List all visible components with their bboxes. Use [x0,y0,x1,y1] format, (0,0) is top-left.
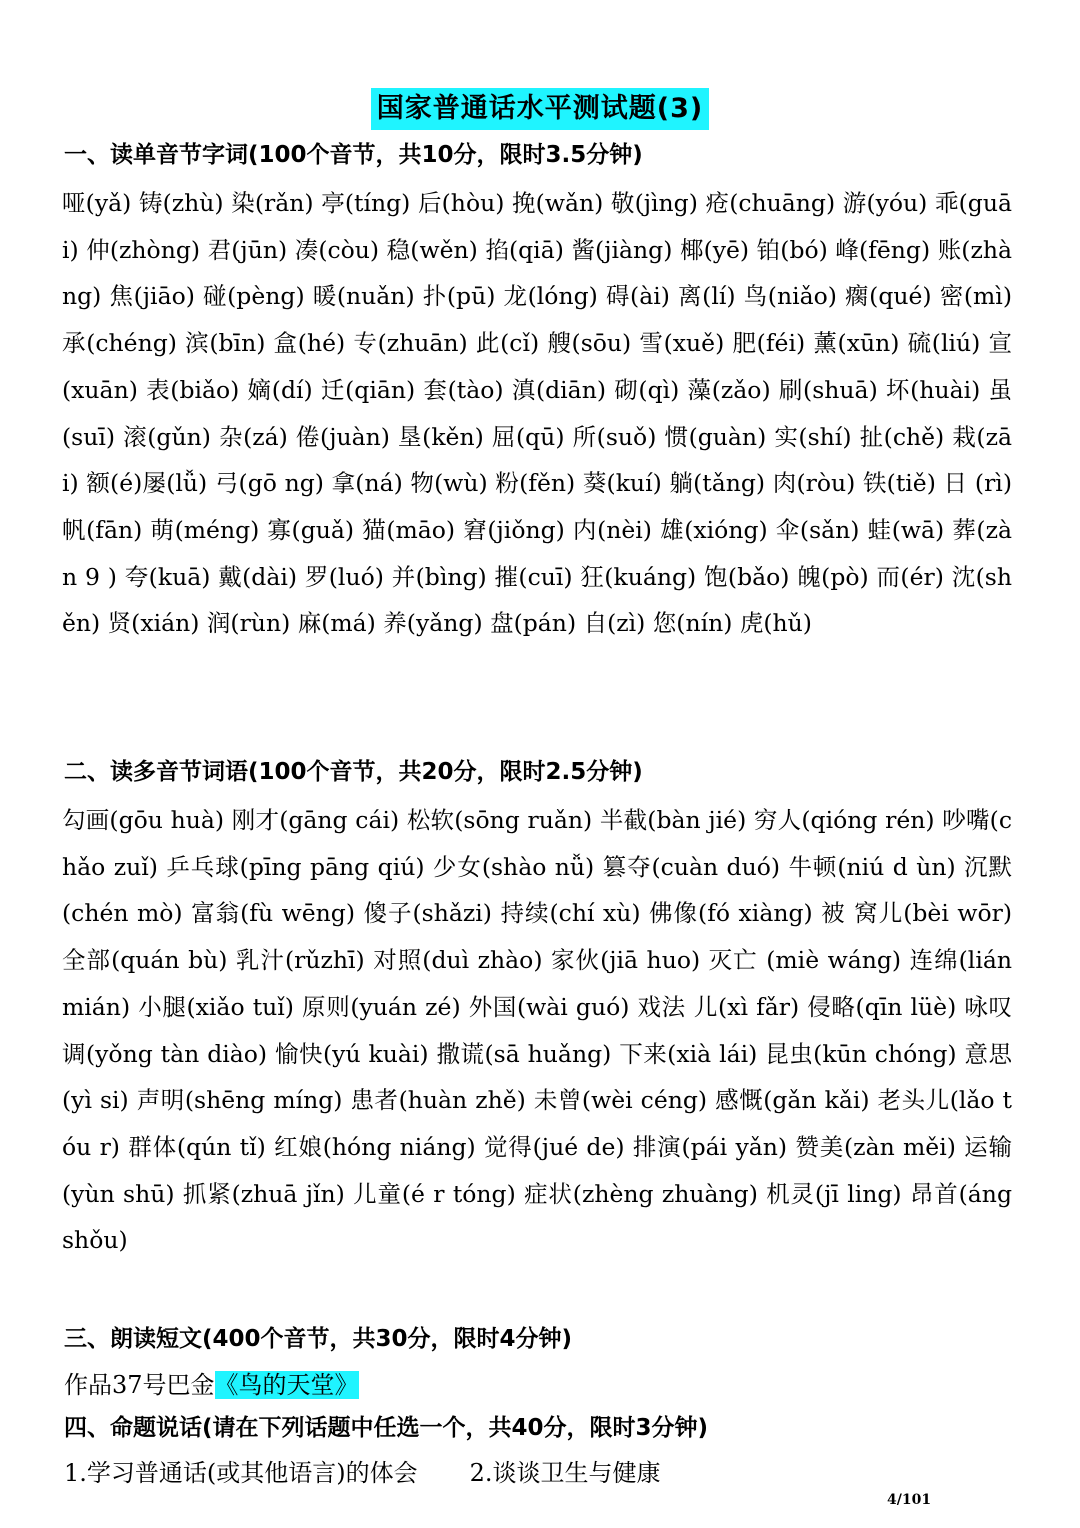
work-prefix: 作品37号巴金 [64,1371,215,1399]
section3-heading: 三、朗读短文(400个音节，共30分，限时4分钟) [64,1326,573,1352]
section1-heading: 一、读单音节字词(100个音节，共10分，限时3.5分钟) [64,142,643,168]
section3-work-line [64,1367,1024,1403]
topic-1: 1.学习普通话(或其他语言)的体会 [64,1459,418,1487]
section2-word-list: 勾画(gōu huà) 刚才(gāng cái) 松软(sōng ruǎn) 半截(bàn jié) 穷人(qióng rén) 吵嘴(chǎo zuǐ) 乒乓球(pīng pāng qiú) 少女(shào nǚ) 篡夺(cuàn duó) 牛顿(niú d ùn) 沉默(chén mò) 富翁(fù wēng) 傻子(shǎzi) 持续(chí xù) 佛像(fó xiàng) 被 窝儿(bèi wōr) 全部(quán bù) 乳汁(rǔzhī) 对照(duì zhào) 家伙(jiā huo) 灭亡 (miè wáng) 连绵(lián mián) 小腿(xiǎo tuǐ) 原则(yuán zé) 外国(wài guó) 戏法 儿(xì fǎr) 侵略(qīn lüè) 咏叹调(yǒng tàn diào) 愉快(yú kuài) 撒谎(sā huǎng) 下来(xià lái) 昆虫(kūn chóng) 意思(yì si) 声明(shēng míng) 患者(huàn zhě) 未曾(wèi céng) 感慨(gǎn kǎi) 老头儿(lǎo tóu r) 群体(qún tǐ) 红娘(hóng niáng) 觉得(jué de) 排演(pái yǎn) 赞美(zàn měi) 运输(yùn shū) 抓紧(zhuā jǐn) 儿童(é r tóng) 症状(zhèng zhuàng) 机灵(jī ling) 昂首(áng shǒu) [62,806,1012,1255]
title-container [0,88,1080,130]
document-title: 国家普通话水平测试题(3) [371,88,709,130]
section4-topics [64,1455,661,1491]
section4-heading: 四、命题说话(请在下列话题中任选一个，共40分，限时3分钟) [64,1415,709,1441]
topic-2: 2.谈谈卫生与健康 [469,1459,661,1487]
page-number: 4/101 [887,1492,932,1508]
section2-heading: 二、读多音节词语(100个音节，共20分，限时2.5分钟) [64,759,643,785]
work-title: 《鸟的天堂》 [214,1371,359,1399]
section1-character-list: 哑(yǎ) 铸(zhù) 染(rǎn) 亭(tíng) 后(hòu) 挽(wǎn) 敬(jìng) 疮(chuāng) 游(yóu) 乖(guāi) 仲(zhòng) 君(jūn) 凑(còu) 稳(wěn) 掐(qiā) 酱(jiàng) 椰(yē) 铂(bó) 峰(fēng) 账(zhàng) 焦(jiāo) 碰(pèng) 暖(nuǎn) 扑(pū) 龙(lóng) 碍(ài) 离(lí) 鸟(niǎo) 瘸(qué) 密(mì) 承(chéng) 滨(bīn) 盒(hé) 专(zhuān) 此(cǐ) 艘(sōu) 雪(xuě) 肥(féi) 薰(xūn) 硫(liú) 宣(xuān) 表(biǎo) 嫡(dí) 迁(qiān) 套(tào) 滇(diān) 砌(qì) 藻(zǎo) 刷(shuā) 坏(huài) 虽(suī) 滚(gǔn) 杂(zá) 倦(juàn) 垦(kěn) 屈(qū) 所(suǒ) 惯(guàn) 实(shí) 扯(chě) 栽(zāi) 额(é)屡(lǚ) 弓(gō ng) 拿(ná) 物(wù) 粉(fěn) 葵(kuí) 躺(tǎng) 肉(ròu) 铁(tiě) 日 (rì) 帆(fān) 萌(méng) 寡(guǎ) 猫(māo) 窘(jiǒng) 内(nèi) 雄(xióng) 伞(sǎn) 蛙(wā) 葬(zàn 9 ) 夸(kuā) 戴(dài) 罗(luó) 并(bìng) 摧(cuī) 狂(kuáng) 饱(bǎo) 魄(pò) 而(ér) 沈(shěn) 贤(xián) 润(rùn) 麻(má) 养(yǎng) 盘(pán) 自(zì) 您(nín) 虎(hǔ) [62,189,1012,638]
